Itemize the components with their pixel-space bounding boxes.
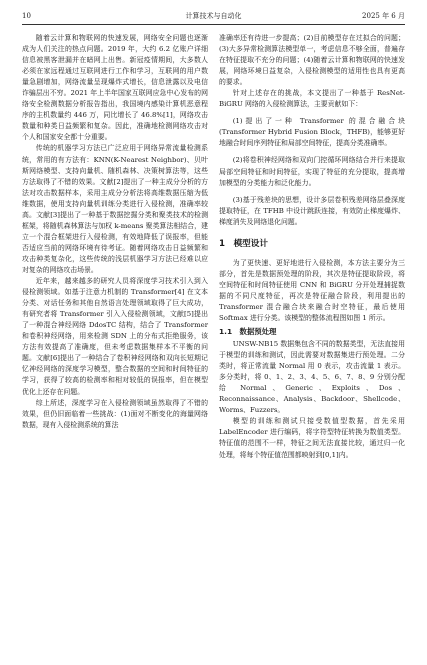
paragraph-continuation: 准确率还有待进一步提高；(2)目前模型存在过拟合的问题；(3)大多异常检测算法模型单一，考虑信息不够全面，普遍存在特征提取不充分的问题；(4)随着云计算和物联网的快速发展，网络环境日益复杂，入侵检测模型的适用性也具有更高的要求。	[219, 34, 405, 87]
section-heading: 1 模型设计	[219, 238, 268, 249]
page-header	[22, 10, 405, 25]
contribution-item: (1)提出了一种 Transformer 的混合融合块(Transformer Hybrid Fusion Block，THFB)，能够更好地融合时间序列特征和局部空间特征，提高分类准确率。	[219, 117, 405, 148]
page-number: 10	[22, 12, 31, 20]
contribution-item: (3)基于残差块的思想，设计多层卷积残差网络层叠深度提取特征，在 TFHB 中设计跳跃连接，有效防止梯度爆炸、梯度消失及网络退化问题。	[219, 195, 405, 226]
right-column	[219, 33, 405, 461]
paragraph: 随着云计算和物联网的快速发展，网络安全问题也逐渐成为人们关注的热点问题。2019 年，大约 6.2 亿账户详细信息被黑客泄漏并在暗网上出售。新冠疫情期间，大多数人必须在家远程通过互联网进行工作和学习，互联网的用户数量急剧增加，网络流量呈现爆炸式增长，信息泄露以及电信诈骗层出不穷。2021 年上半年国家互联网应急中心发布的网络安全检测数据分析报告指出，我国境内感染计算机恶意程序的主机数量约 446 万，同比增长了 46.8%[1]，网络攻击数量和种类日益频繁和复杂。因此，准确地检测网络攻击对个人和国家安全都十分重要。	[22, 34, 208, 142]
journal-title: 计算技术与自动化	[185, 12, 242, 20]
paragraph: 近年来，越来越多的研究人员将深度学习技术引入到入侵检测领域。如基于注意力机制的 Transformer[4] 在文本分类、对话任务和其他自然语言处理领域取得了巨大成功，有研究者将 Transformer 引入入侵检测领域，文献[5]提出了一种混合神经网络 DdosTC 结构，结合了 Transformer 和卷积神经网络，用来检测 SDN 上的分布式拒绝服务，该方法有效提高了准确度，但未考虑数据集样本不平衡的问题。文献[6]提出了一种结合了卷积神经网络和双向长短期记忆神经网络的深度学习模型，整合数据的空间和时间特征的学习，获得了较高的检测率和相对较低的误报率，但在模型优化上还存在问题。	[22, 277, 208, 396]
contribution-item: (2)将卷积神经网络和双向门控循环网络结合并行来提取局部空间特征和时间特征，实现了特征的充分提取，提高增加模型的分类能力和泛化能力。	[219, 156, 405, 187]
paragraph: 综上所述，深度学习在入侵检测领域虽然取得了不错的效果，但仍旧面临着一些挑战：(1)面对不断变化的海量网络数据，现有入侵检测系统的算法	[22, 398, 208, 429]
left-column	[22, 33, 208, 431]
paragraph: UNSW-NB15 数据集包含不同的数据类型，无法直接用于模型的训练和测试，因此需要对数据集进行预处理。二分类时，将正常流量 Normal 用 0 表示，攻击流量 1 表示。多分类时，将 0、1、2、3、4、5、6、7、8、9 分别分配给 Normal、Generic、Exploits、Dos、Reconnaissance、Analysis、Backdoor、Shellcode、Worms、Fuzzers。	[219, 340, 405, 415]
paragraph: 传统的机器学习方法已广泛应用于网络异常流量检测系统，常用的有方法有：KNN(K-Nearest Neighbor)、贝叶斯网络模型、支持向量机、随机森林、决策树算法等，这些方法取得了不错的效果。文献[2]提出了一种主成分分析的方法对攻击数据样本，采用主成分分析法将高维数据压缩为低维数据，使用支持向量机训练分类进行入侵检测，准确率较高。文献[3]提出了一种基于数据挖掘分类和聚类技术的检测框架，将随机森林算法与加权 k-means 聚类算法相结合，建立一个混合框架进行入侵检测，有效地降低了误报率，但能否适应当前的网络环境有待考证。随着网络攻击日益频繁和攻击种类复杂化，这些传统的浅层机器学习方法已经难以应对复杂的网络攻击场景。	[22, 144, 208, 274]
paragraph: 为了更快速、更好地进行入侵检测，本方法主要分为三部分，首先是数据预处理的阶段，其次是特征提取阶段，将空间特征和时间特征使用 CNN 和 BiGRU 分开处理捕捉数据的不同尺度特征，再次是特征融合阶段，利用提出的 Transformer 混合融合块来融合时空特征，最后使用 Softmax 进行分类。该模型的整体流程图如图 1 所示。	[219, 258, 405, 322]
issue-date: 2025 年 6 月	[362, 12, 405, 20]
subsection-heading: 1.1 数据预处理	[219, 327, 277, 337]
paragraph: 模型的训练和测试只接受数值型数据，首先采用 LabelEncoder 进行编码，将字符型特征转换为数值类型。特征值的范围不一样，特征之间无法直接比较，通过归一化处理，将每个特征值范围都映射到[0,1]内。	[219, 417, 405, 459]
paragraph: 针对上述存在的挑战，本文提出了一种基于 ResNet-BiGRU 网络的入侵检测算法，主要贡献如下：	[219, 89, 405, 109]
